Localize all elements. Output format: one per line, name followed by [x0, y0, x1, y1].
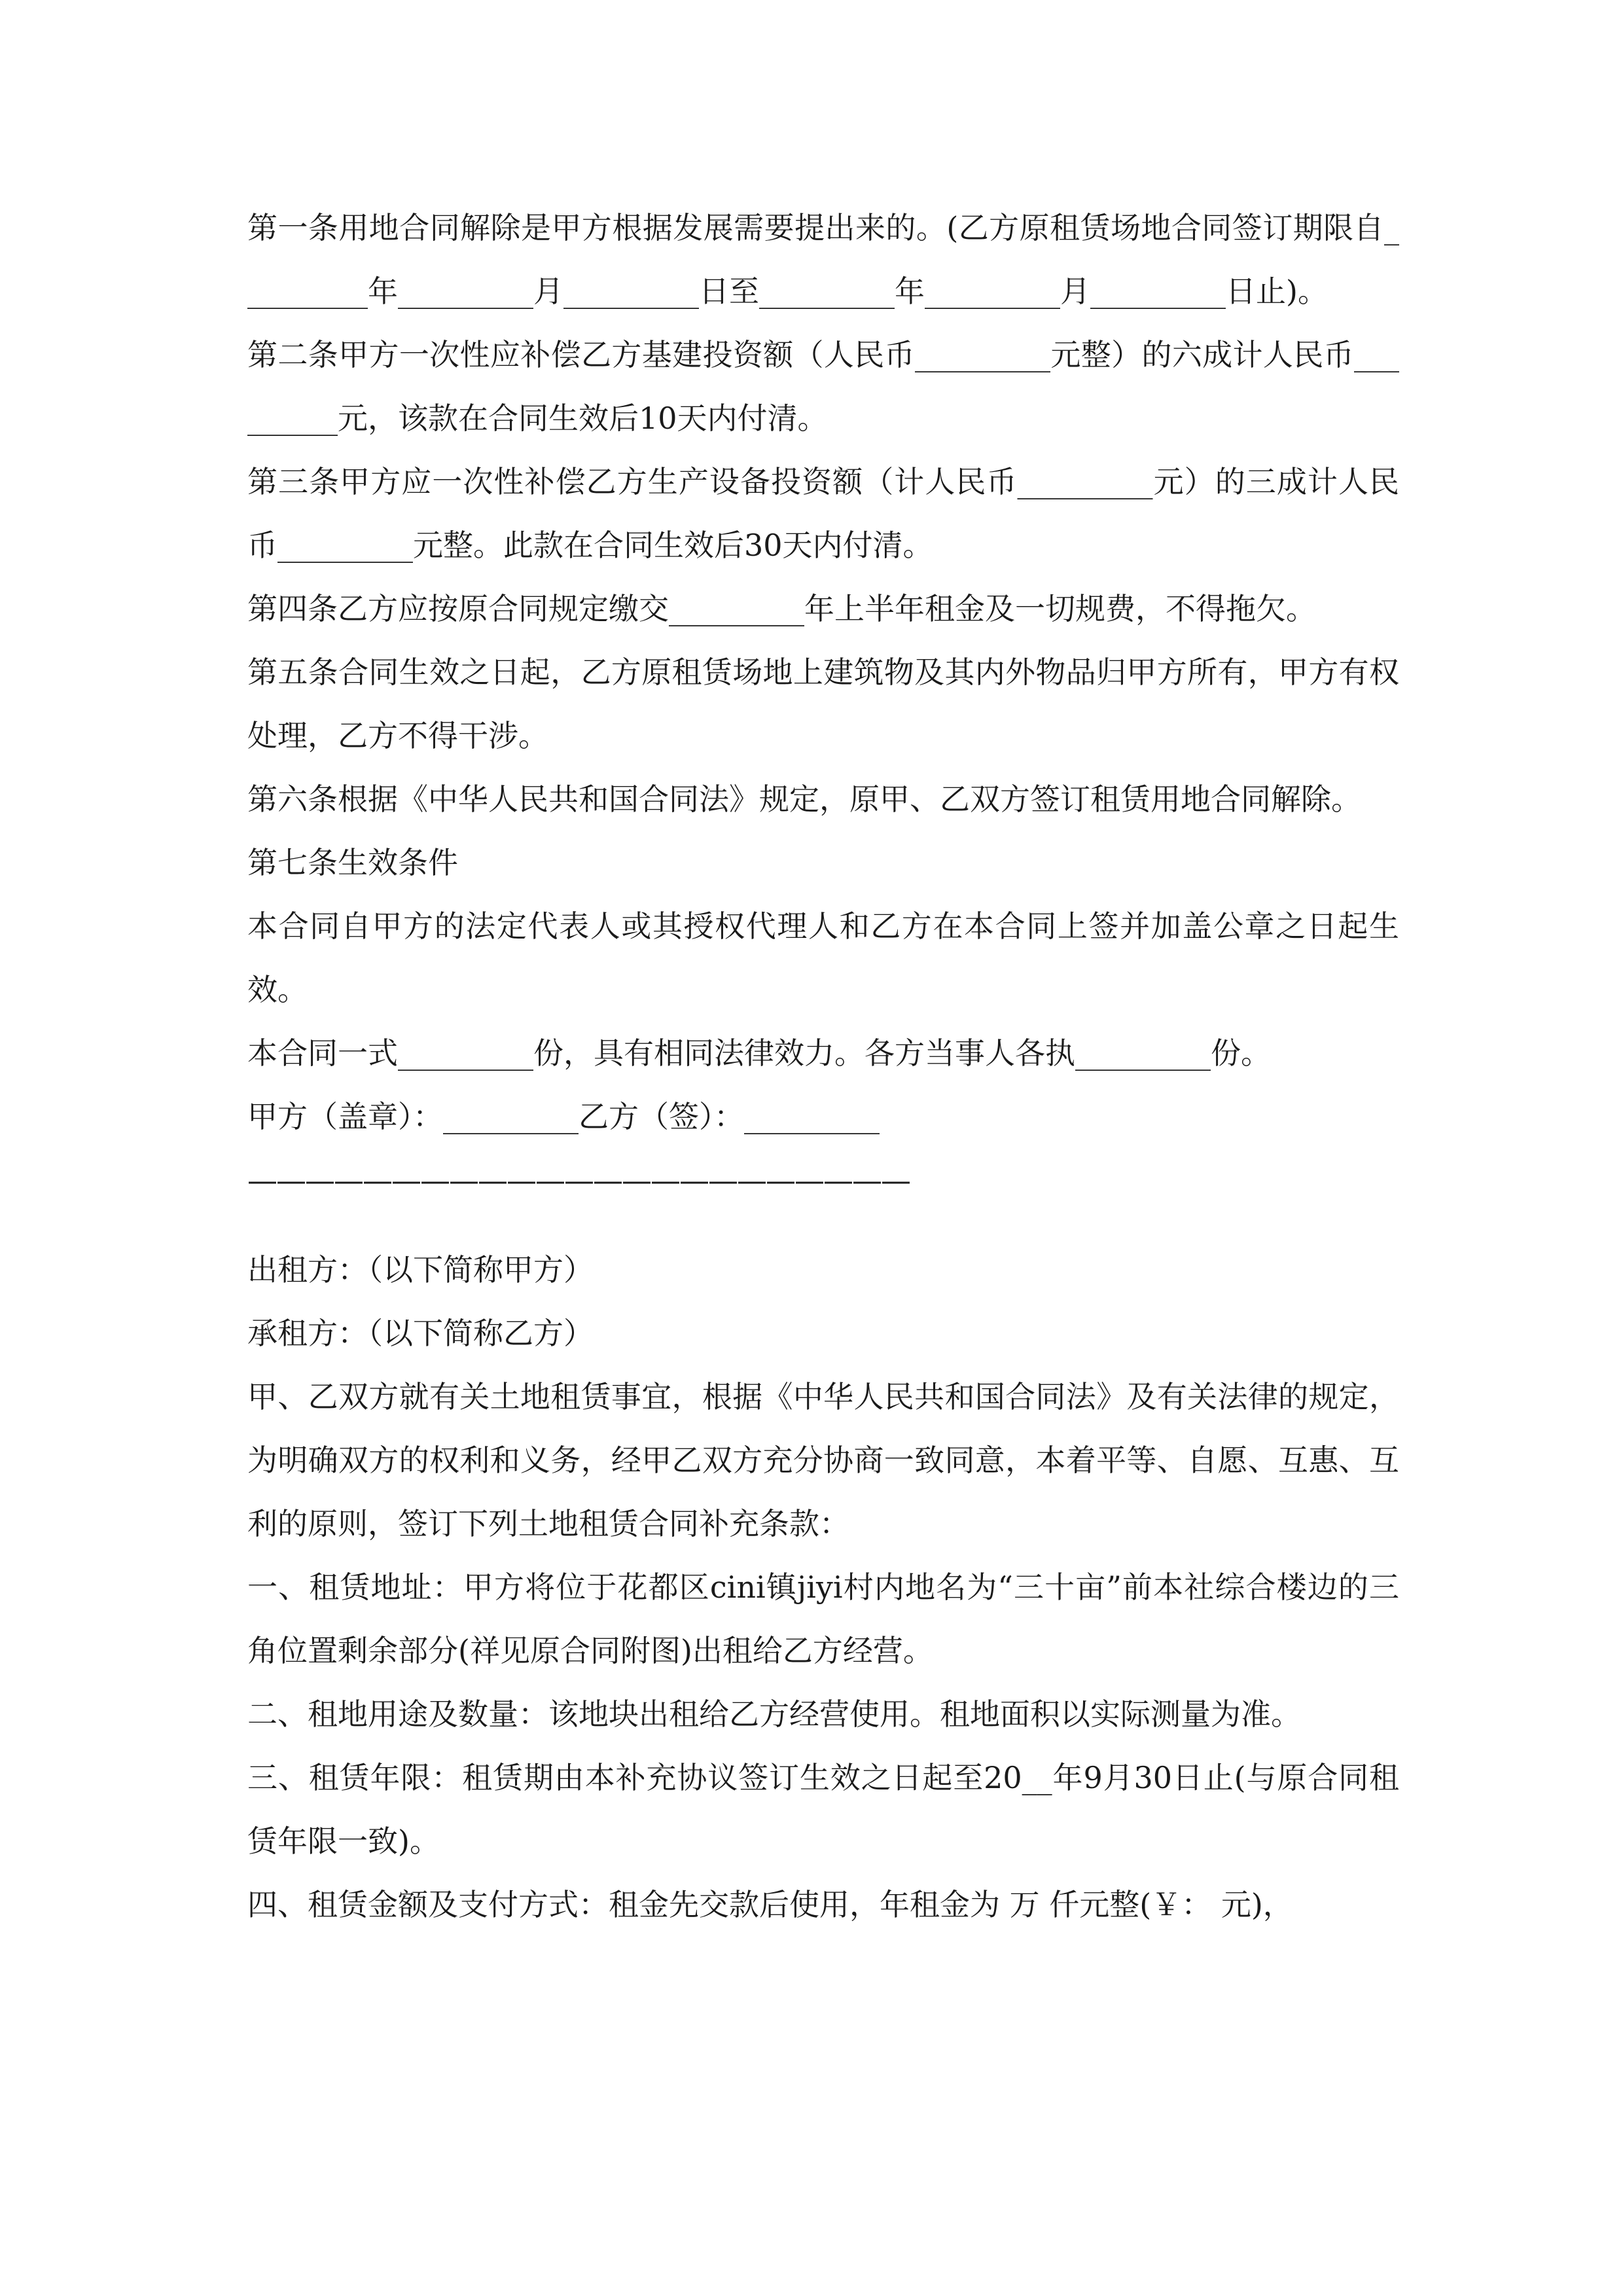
clause-6: 第六条根据《中华人民共和国合同法》规定，原甲、乙双方签订租赁用地合同解除。: [247, 781, 1361, 817]
lessee-line: 承租方：（以下简称乙方）: [247, 1316, 594, 1351]
section-separator: ———————————————————————: [247, 1162, 910, 1198]
term-3-duration: 三、租赁年限：租赁期由本补充协议签订生效之日起至20__年9月30日止(与原合同租赁年限一致)。: [247, 1760, 1399, 1859]
term-1-address: 一、租赁地址：甲方将位于花都区cini镇jiyi村内地名为“三十亩”前本社综合楼边的三角位置剩余部分(祥见原合同附图)出租给乙方经营。: [247, 1570, 1399, 1668]
spacer: [247, 1212, 1399, 1238]
clause-3: 第三条甲方应一次性补偿乙方生产设备投资额（计人民币_________元）的三成计人民币_________元整。此款在合同生效后30天内付清。: [247, 464, 1399, 563]
signature-line: 甲方（盖章）：_________乙方（签）：_________: [247, 1099, 880, 1134]
preamble: 甲、乙双方就有关土地租赁事宜，根据《中华人民共和国合同法》及有关法律的规定，为明确双方的权利和义务，经甲乙双方充分协商一致同意，本着平等、自愿、互惠、互利的原则，签订下列土地租赁合同补充条款：: [247, 1379, 1399, 1541]
clause-5: 第五条合同生效之日起，乙方原租赁场地上建筑物及其内外物品归甲方所有，甲方有权处理，乙方不得干涉。: [247, 655, 1399, 753]
clause-4: 第四条乙方应按原合同规定缴交_________年上半年租金及一切规费，不得拖欠。: [247, 591, 1316, 626]
document-body: [247, 196, 1399, 1937]
lessor-line: 出租方：（以下简称甲方）: [247, 1252, 594, 1287]
term-4-payment: 四、租赁金额及支付方式：租金先交款后使用，年租金为 万 仟元整(￥： 元)，: [247, 1887, 1293, 1922]
clause-7-body: 本合同自甲方的法定代表人或其授权代理人和乙方在本合同上签并加盖公章之日起生效。: [247, 908, 1399, 1007]
clause-1: 第一条用地合同解除是甲方根据发展需要提出来的。(乙方原租赁场地合同签订期限自_________年_________月_________日至_________年_________月_________日止)。: [247, 210, 1399, 309]
copies-statement: 本合同一式_________份，具有相同法律效力。各方当事人各执_________份。: [247, 1035, 1271, 1071]
clause-7-heading: 第七条生效条件: [247, 845, 458, 880]
term-2-usage: 二、租地用途及数量：该地块出租给乙方经营使用。租地面积以实际测量为准。: [247, 1696, 1301, 1732]
clause-2: 第二条甲方一次性应补偿乙方基建投资额（人民币_________元整）的六成计人民币_________元，该款在合同生效后10天内付清。: [247, 337, 1399, 436]
